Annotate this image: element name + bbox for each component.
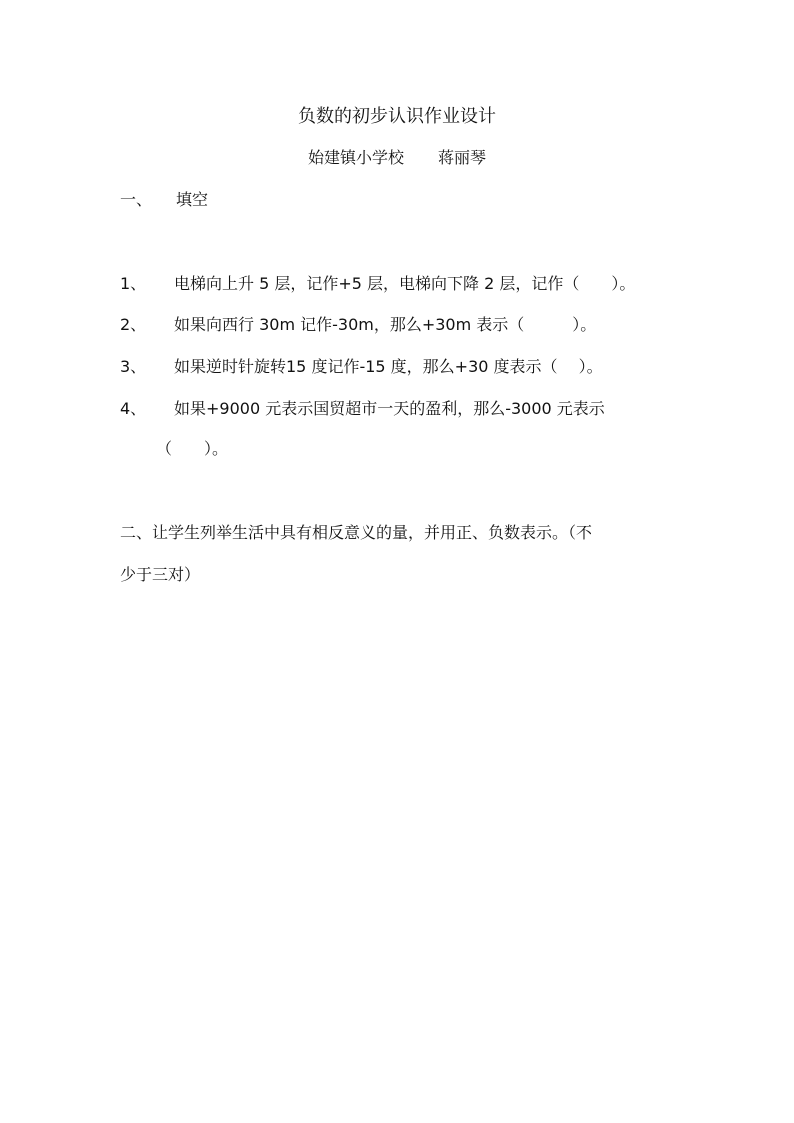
question-4 xyxy=(120,398,605,420)
section-1-number: 一、 xyxy=(120,190,153,209)
question-1 xyxy=(120,273,635,295)
question-3-number: 3、 xyxy=(120,357,147,376)
page-title: 负数的初步认识作业设计 xyxy=(298,106,496,127)
question-1-text: 电梯向上升 5 层，记作+5 层，电梯向下降 2 层，记作（ ）。 xyxy=(174,274,636,293)
section-2-line-1: 二、让学生列举生活中具有相反意义的量，并用正、负数表示。（不 xyxy=(120,523,593,542)
question-3-text: 如果逆时针旋转15 度记作-15 度，那么+30 度表示（ ）。 xyxy=(174,357,603,376)
author-name: 蒋丽琴 xyxy=(438,148,487,167)
question-4-continuation: （ ）。 xyxy=(156,439,229,458)
question-1-number: 1、 xyxy=(120,274,147,293)
question-2-number: 2、 xyxy=(120,315,147,334)
question-2 xyxy=(120,314,596,336)
section-1-title: 填空 xyxy=(176,190,209,209)
question-4-text: 如果+9000 元表示国贸超市一天的盈利，那么-3000 元表示 xyxy=(174,399,605,418)
school-name: 始建镇小学校 xyxy=(307,148,404,167)
question-3 xyxy=(120,356,603,378)
section-1-heading xyxy=(120,189,208,211)
question-4-number: 4、 xyxy=(120,399,147,418)
question-2-text: 如果向西行 30m 记作-30m，那么+30m 表示（ ）。 xyxy=(174,315,597,334)
byline xyxy=(0,147,794,169)
section-2-line-2: 少于三对） xyxy=(120,565,201,584)
